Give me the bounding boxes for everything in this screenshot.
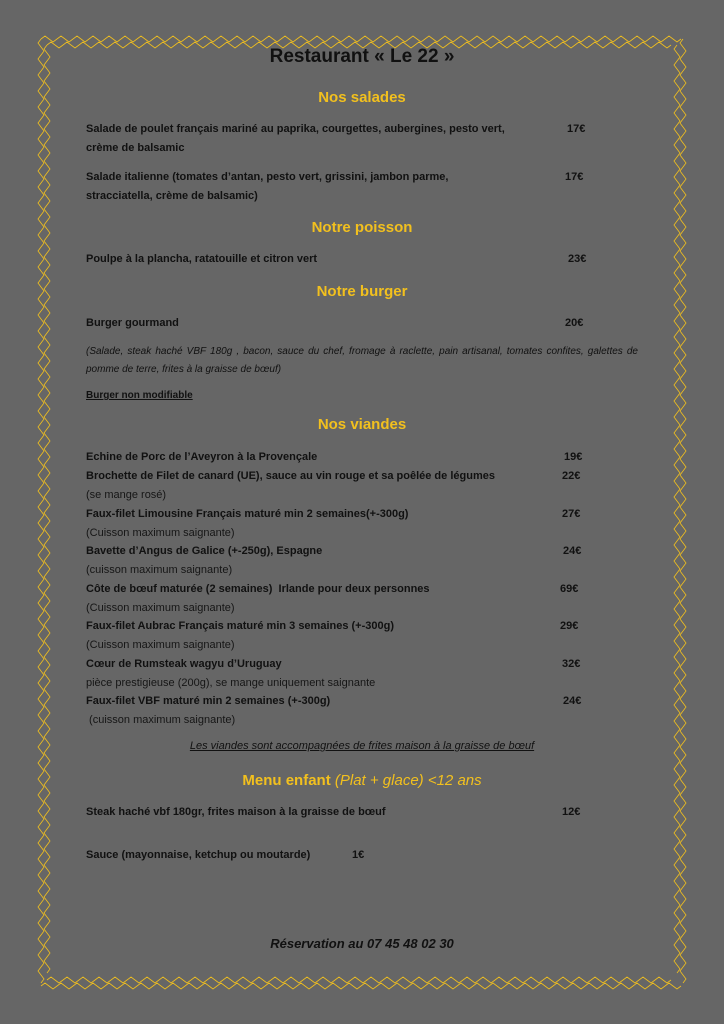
meat-item-2-name: Brochette de Filet de canard (UE), sauce au vin rouge et sa poêlée de légumes <box>86 470 495 482</box>
border-wave-1 <box>41 983 681 989</box>
meat-item-8-price: 24€ <box>563 695 582 707</box>
salad-item-1-price: 17€ <box>567 123 586 135</box>
salad-item-1-line1: Salade de poulet français mariné au paprika, courgettes, aubergines, pesto vert, <box>86 123 505 135</box>
meat-item-4-note: (cuisson maximum saignante) <box>86 564 233 576</box>
border-wave-5 <box>47 977 671 983</box>
burger-name: Burger gourmand <box>86 317 179 329</box>
section-heading-kids <box>0 772 724 789</box>
reservation-phone: Réservation au 07 45 48 02 30 <box>270 936 454 951</box>
kids-item-name: Steak haché vbf 180gr, frites maison à la graisse de bœuf <box>86 806 386 818</box>
burger-price: 20€ <box>565 317 584 329</box>
border-wave-2 <box>38 39 44 983</box>
fish-item-price: 23€ <box>568 253 587 265</box>
meat-item-1-price: 19€ <box>564 451 583 463</box>
burger-note: Burger non modifiable <box>86 390 193 401</box>
meat-item-8-note: (cuisson maximum saignante) <box>86 714 236 726</box>
section-heading-fish: Notre poisson <box>311 219 413 236</box>
meat-item-4-price: 24€ <box>563 545 582 557</box>
meat-item-7-price: 32€ <box>562 658 581 670</box>
meat-item-2-price: 22€ <box>562 470 581 482</box>
meat-item-5-note: (Cuisson maximum saignante) <box>86 602 235 614</box>
sauce-name: Sauce (mayonnaise, ketchup ou moutarde) <box>86 849 311 861</box>
fish-item-name: Poulpe à la plancha, ratatouille et citron vert <box>86 253 318 265</box>
burger-description: (Salade, steak haché VBF 180g , bacon, sauce du chef, fromage à raclette, pain artisanal, tomates confites, galettes de pomme de terre, frites à la graisse de bœuf) <box>86 346 638 375</box>
meat-item-5-price: 69€ <box>560 583 579 595</box>
salad-item-2-line2: stracciatella, crème de balsamic) <box>86 190 258 202</box>
kids-item-price: 12€ <box>562 806 581 818</box>
meat-item-6-price: 29€ <box>560 620 579 632</box>
section-heading-meats: Nos viandes <box>317 416 407 433</box>
meat-item-5-name: Côte de bœuf maturée (2 semaines) Irlande pour deux personnes <box>86 583 430 595</box>
meat-item-6-name: Faux-filet Aubrac Français maturé min 3 semaines (+-300g) <box>86 620 395 632</box>
salad-item-1-line2: crème de balsamic <box>86 142 185 154</box>
border-wave-7 <box>674 45 680 973</box>
meat-item-3-note: (Cuisson maximum saignante) <box>86 527 235 539</box>
kids-subheading: (Plat + glace) <12 ans <box>334 772 482 789</box>
section-heading-burger: Notre burger <box>316 283 408 300</box>
border-wave-6 <box>44 45 50 973</box>
salad-item-2-line1: Salade italienne (tomates d’antan, pesto vert, grissini, jambon parme, <box>86 171 449 183</box>
border-wave-3 <box>680 39 686 983</box>
meat-item-3-name: Faux-filet Limousine Français maturé min 2 semaines(+-300g) <box>86 508 409 520</box>
meat-item-6-note: (Cuisson maximum saignante) <box>86 639 235 651</box>
meat-item-3-price: 27€ <box>562 508 581 520</box>
meat-item-7-note: pièce prestigieuse (200g), se mange uniquement saignante <box>86 677 376 689</box>
section-heading-salads: Nos salades <box>318 89 406 106</box>
kids-heading: Menu enfant <box>242 772 331 789</box>
meat-item-7-name: Cœur de Rumsteak wagyu d’Uruguay <box>86 658 282 670</box>
meat-item-4-name: Bavette d’Angus de Galice (+-250g), Espagne <box>86 545 323 557</box>
restaurant-title: Restaurant « Le 22 » <box>269 46 455 67</box>
sauce-price: 1€ <box>352 849 365 861</box>
meat-item-1-name: Echine de Porc de l’Aveyron à la Provençale <box>86 451 318 463</box>
meats-footnote: Les viandes sont accompagnées de frites maison à la graisse de bœuf <box>189 740 535 752</box>
meat-item-2-note: (se mange rosé) <box>86 489 167 501</box>
border-wave-0 <box>41 36 681 42</box>
salad-item-2-price: 17€ <box>565 171 584 183</box>
meat-item-8-name: Faux-filet VBF maturé min 2 semaines (+-300g) <box>86 695 331 707</box>
